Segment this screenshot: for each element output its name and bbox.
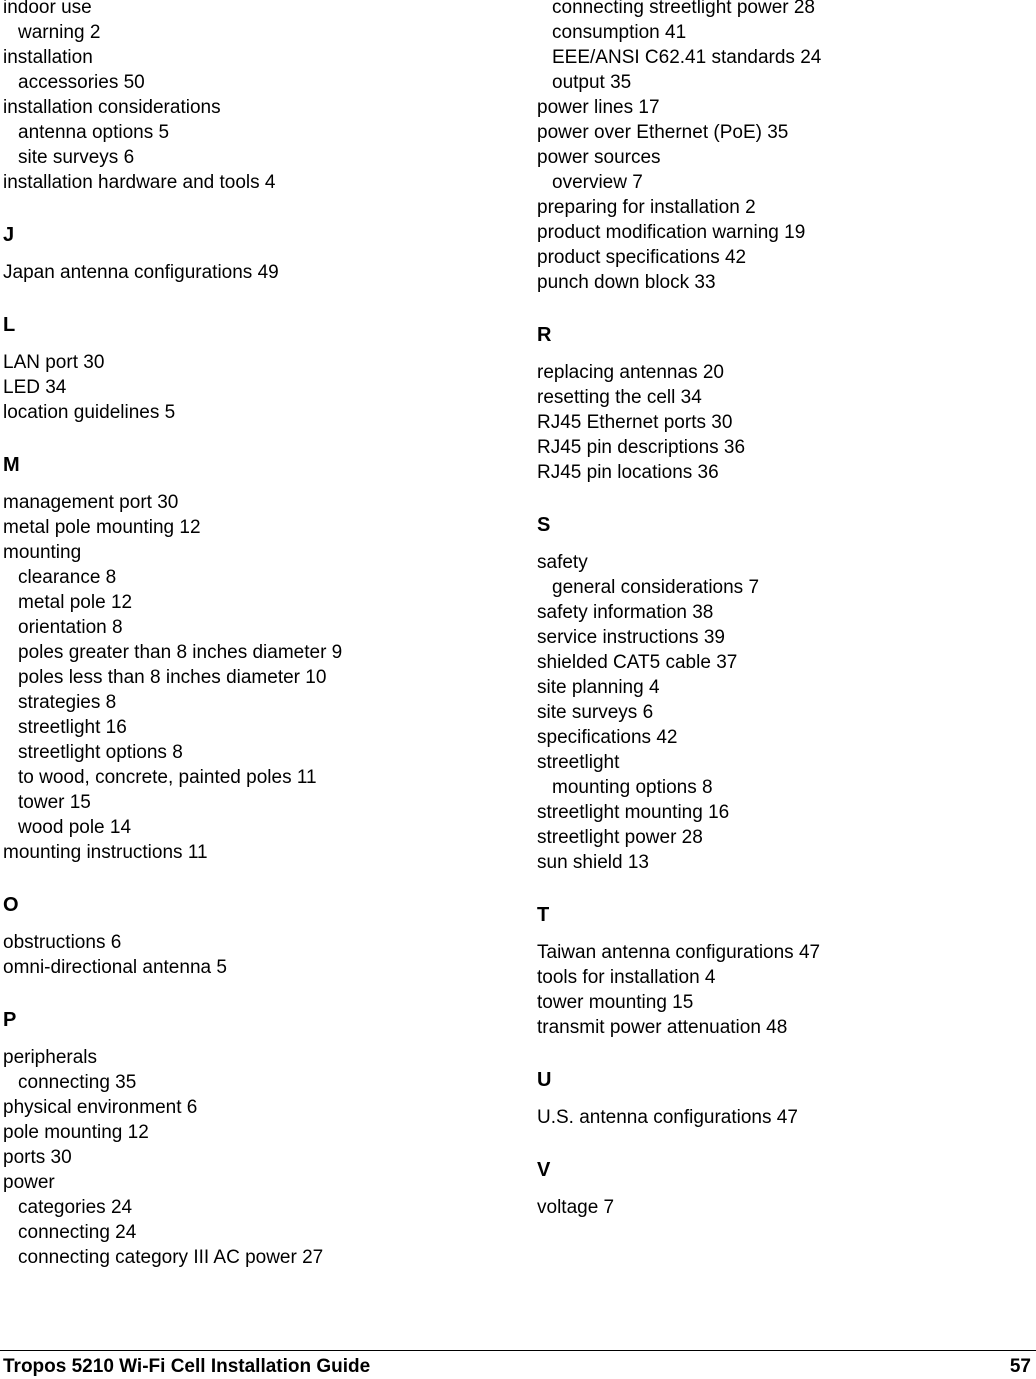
index-letter-heading: U — [537, 1069, 552, 1091]
index-letter-heading: L — [3, 314, 16, 336]
index-entry: U.S. antenna configurations 47 — [537, 1107, 798, 1128]
index-subentry: overview 7 — [552, 172, 643, 193]
index-subentry: poles less than 8 inches diameter 10 — [18, 667, 327, 688]
index-entry: product specifications 42 — [537, 247, 747, 268]
index-letter-heading: P — [3, 1009, 17, 1031]
index-entry: tools for installation 4 — [537, 967, 716, 988]
index-subentry: connecting 35 — [18, 1072, 137, 1093]
index-entry: metal pole mounting 12 — [3, 517, 201, 538]
index-entry: omni-directional antenna 5 — [3, 957, 227, 978]
index-subentry: consumption 41 — [552, 22, 687, 43]
index-subentry: mounting options 8 — [552, 777, 713, 798]
index-letter-heading: O — [3, 894, 19, 916]
index-column-left — [3, 0, 523, 1270]
index-letter-heading: V — [537, 1159, 551, 1181]
index-entry: RJ45 pin locations 36 — [537, 462, 719, 483]
index-entry: sun shield 13 — [537, 852, 649, 873]
index-entry: indoor use — [3, 0, 92, 18]
index-entry: resetting the cell 34 — [537, 387, 702, 408]
index-entry: product modification warning 19 — [537, 222, 806, 243]
index-entry: obstructions 6 — [3, 932, 122, 953]
index-entry: location guidelines 5 — [3, 402, 176, 423]
index-entry: RJ45 pin descriptions 36 — [537, 437, 746, 458]
page-number: 57 — [1009, 1356, 1031, 1377]
index-entry: power sources — [537, 147, 661, 168]
index-letter-heading: J — [3, 224, 15, 246]
index-subentry: streetlight options 8 — [18, 742, 183, 763]
index-subentry: connecting streetlight power 28 — [552, 0, 815, 18]
index-entry: installation hardware and tools 4 — [3, 172, 276, 193]
index-subentry: tower 15 — [18, 792, 91, 813]
index-subentry: output 35 — [552, 72, 632, 93]
index-subentry: poles greater than 8 inches diameter 9 — [18, 642, 343, 663]
index-entry: pole mounting 12 — [3, 1122, 149, 1143]
index-entry: streetlight — [537, 752, 620, 773]
index-entry: tower mounting 15 — [537, 992, 694, 1013]
index-entry: installation — [3, 47, 93, 68]
index-column-right — [537, 0, 1027, 1220]
index-subentry: site surveys 6 — [18, 147, 135, 168]
index-entry: installation considerations — [3, 97, 221, 118]
index-subentry: antenna options 5 — [18, 122, 170, 143]
index-entry: LAN port 30 — [3, 352, 105, 373]
index-letter-heading: M — [3, 454, 20, 476]
index-entry: streetlight mounting 16 — [537, 802, 730, 823]
index-entry: peripherals — [3, 1047, 97, 1068]
index-subentry: general considerations 7 — [552, 577, 760, 598]
index-entry: safety — [537, 552, 588, 573]
index-entry: Japan antenna configurations 49 — [3, 262, 279, 283]
index-entry: physical environment 6 — [3, 1097, 198, 1118]
index-entry: service instructions 39 — [537, 627, 725, 648]
index-entry: streetlight power 28 — [537, 827, 703, 848]
index-entry: preparing for installation 2 — [537, 197, 756, 218]
index-entry: Taiwan antenna configurations 47 — [537, 942, 821, 963]
index-subentry: to wood, concrete, painted poles 11 — [18, 767, 317, 788]
index-entry: voltage 7 — [537, 1197, 615, 1218]
index-entry: management port 30 — [3, 492, 179, 513]
index-entry: power lines 17 — [537, 97, 660, 118]
index-subentry: accessories 50 — [18, 72, 145, 93]
index-entry: safety information 38 — [537, 602, 714, 623]
index-letter-heading: R — [537, 324, 552, 346]
footer-divider — [0, 1350, 1036, 1351]
index-entry: specifications 42 — [537, 727, 678, 748]
footer-title: Tropos 5210 Wi-Fi Cell Installation Guide — [3, 1356, 371, 1377]
index-entry: punch down block 33 — [537, 272, 716, 293]
index-subentry: connecting 24 — [18, 1222, 137, 1243]
index-entry: mounting instructions 11 — [3, 842, 208, 863]
index-letter-heading: T — [537, 904, 550, 926]
index-subentry: warning 2 — [18, 22, 101, 43]
page-footer — [3, 1355, 1031, 1379]
index-subentry: metal pole 12 — [18, 592, 133, 613]
index-subentry: connecting category III AC power 27 — [18, 1247, 324, 1268]
index-subentry: EEE/ANSI C62.41 standards 24 — [552, 47, 822, 68]
index-entry: LED 34 — [3, 377, 67, 398]
index-entry: RJ45 Ethernet ports 30 — [537, 412, 733, 433]
index-subentry: orientation 8 — [18, 617, 123, 638]
index-letter-heading: S — [537, 514, 551, 536]
index-subentry: wood pole 14 — [18, 817, 132, 838]
index-entry: ports 30 — [3, 1147, 72, 1168]
index-entry: power over Ethernet (PoE) 35 — [537, 122, 789, 143]
index-entry: shielded CAT5 cable 37 — [537, 652, 738, 673]
index-entry: transmit power attenuation 48 — [537, 1017, 788, 1038]
index-entry: site surveys 6 — [537, 702, 654, 723]
index-subentry: streetlight 16 — [18, 717, 127, 738]
index-entry: replacing antennas 20 — [537, 362, 724, 383]
index-subentry: clearance 8 — [18, 567, 117, 588]
index-subentry: strategies 8 — [18, 692, 117, 713]
index-entry: mounting — [3, 542, 82, 563]
index-subentry: categories 24 — [18, 1197, 133, 1218]
index-entry: power — [3, 1172, 55, 1193]
index-entry: site planning 4 — [537, 677, 660, 698]
